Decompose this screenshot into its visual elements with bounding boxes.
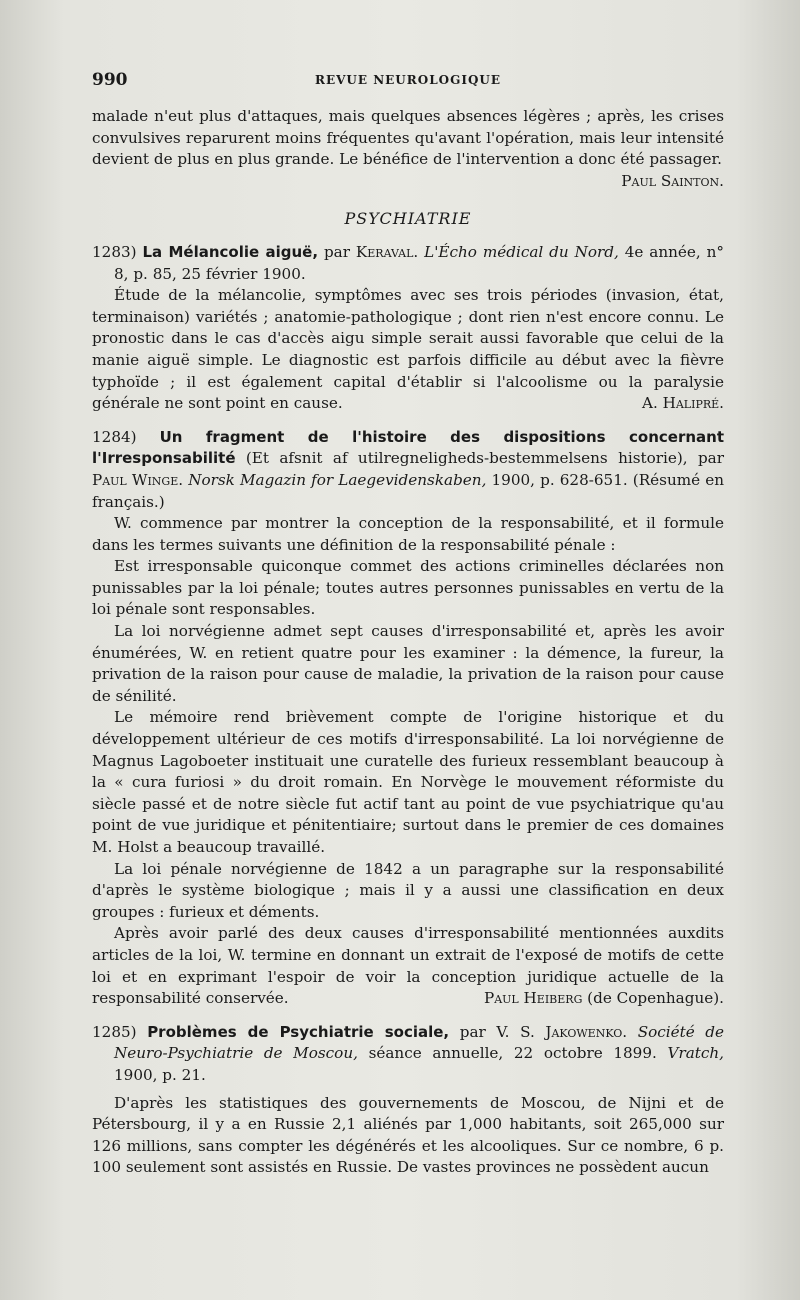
entry-subtitle: (Et afsnit af utilregneligheds-bestemmelsens historie), par bbox=[235, 449, 724, 468]
signature-name: Paul Heiberg bbox=[483, 989, 583, 1008]
entry-1285-citation bbox=[92, 1022, 724, 1087]
entry-journal: Norsk Magazin for Laegevidenskaben, bbox=[183, 470, 487, 489]
entry-number: 1284) bbox=[92, 427, 137, 446]
entry-details: 1900, p. 628-651. (Résumé en français.) bbox=[92, 470, 725, 511]
entry-1284-paragraph: Est irresponsable quiconque commet des actions criminelles déclarées non punissables par la loi pénale; toutes autres personnes punissables en vertu de la loi pénale sont responsables. bbox=[92, 557, 724, 619]
entry-details: séance annuelle, 22 octobre 1899. bbox=[357, 1044, 657, 1063]
page-number: 990 bbox=[92, 70, 128, 90]
entry-signature: A. Halipré. bbox=[641, 394, 724, 413]
entry-1284-paragraph: W. commence par montrer la conception de la responsabilité, et il formule dans les termes suivants une définition de la responsabilité pénale : bbox=[92, 514, 724, 554]
entry-details: 4e année, n° 8, p. 85, 25 février 1900. bbox=[114, 242, 725, 283]
entry-details-2: 1900, p. 21. bbox=[114, 1065, 206, 1084]
entry-by: par V. S. bbox=[449, 1022, 546, 1041]
entry-author: Keraval. bbox=[355, 242, 419, 261]
entry-title: Problèmes de Psychiatrie sociale, bbox=[147, 1022, 450, 1041]
entry-1284-paragraph: La loi pénale norvégienne de 1842 a un paragraphe sur la responsabilité d'après le système biologique ; mais il y a aussi une classification en deux groupes : furieux et déments. bbox=[92, 859, 724, 921]
entry-1284 bbox=[92, 427, 724, 1010]
entry-body-text: Étude de la mélancolie, symptômes avec ses trois périodes (invasion, état, terminaison) variétés ; anatomie-pathologique ; dont rien n'est encore connu. Le pronostic dans le cas d'accès aigu simple serait aussi favorable que celui de la manie aiguë simple. Le diagnostic est parfois difficile au début avec la fièvre typhoïde ; il est également capital d'établir si l'alcoolisme ou la paralysie générale ne sont point en cause. bbox=[92, 286, 724, 413]
entry-1283-citation bbox=[92, 242, 724, 285]
entry-signature bbox=[462, 988, 724, 1010]
entry-1284-paragraph: La loi norvégienne admet sept causes d'irresponsabilité et, après les avoir énumérées, W. en retient quatre pour les examiner : la démence, la fureur, la privation de la raison pour cause de maladie, la privation de la raison pour cause de sénilité. bbox=[92, 622, 724, 705]
entry-1284-paragraph: Le mémoire rend brièvement compte de l'origine historique et du développement ultérieur de ces motifs d'irresponsabilité. La loi norvégienne de Magnus Lagoboeter instituait une curatelle des furieux ressemblant beaucoup à la « cura furiosi » du droit romain. En Norvège le mouvement réformiste du siècle passé et de notre siècle fut actif tant au point de vue psychiatrique qu'au point de vue juridique et pénitentiaire; surtout dans le premier de ces domaines M. Holst a beaucoup travaillé. bbox=[92, 708, 724, 856]
intro-text: malade n'eut plus d'attaques, mais quelques absences légères ; après, les crises convulsives reparurent moins fréquentes qu'avant l'opération, mais leur intensité devient de plus en plus grande. Le bénéfice de l'intervention a donc été passager. bbox=[92, 107, 724, 169]
entry-1284-last-paragraph bbox=[92, 923, 724, 1009]
entry-1285 bbox=[92, 1022, 724, 1179]
entry-1283-body bbox=[92, 285, 724, 415]
intro-signature: Paul Sainton. bbox=[621, 171, 724, 190]
entry-title: La Mélancolie aiguë, bbox=[142, 242, 319, 261]
entry-author: Paul Winge. bbox=[92, 470, 184, 489]
entry-body-text: Après avoir parlé des deux causes d'irresponsabilité mentionnées auxdits articles de la loi, W. termine en donnant un extrait de l'exposé de motifs de cette loi et en exprimant l'espoir de voir la conception juridique actuelle de la responsabilité conservée. bbox=[92, 924, 724, 1008]
intro-paragraph bbox=[92, 106, 724, 192]
running-title: REVUE NEUROLOGIQUE bbox=[314, 73, 502, 87]
entry-title: Un fragment de l'histoire des dispositions concernant l'Irresponsabilité bbox=[92, 427, 724, 468]
page-content bbox=[92, 106, 724, 1179]
entry-by: par bbox=[318, 242, 356, 261]
entry-1284-citation bbox=[92, 427, 724, 513]
entry-number: 1285) bbox=[92, 1022, 137, 1041]
entry-author: Jakowenko. bbox=[545, 1022, 628, 1041]
entry-1285-body: D'après les statistiques des gouvernements de Moscou, de Nijni et de Pétersbourg, il y a en Russie 2,1 aliénés par 1,000 habitants, soit 265,000 sur 126 millions, sans compter les dégénérés et les alcooliques. Sur ce nombre, 6 p. 100 seulement sont assistés en Russie. De vastes provinces ne possèdent aucun bbox=[92, 1093, 724, 1177]
page-header bbox=[92, 70, 724, 94]
entry-journal: Société de Neuro-Psychiatrie de Moscou, bbox=[114, 1022, 724, 1063]
entry-1283 bbox=[92, 242, 724, 415]
signature-place: (de Copenhague). bbox=[582, 989, 724, 1008]
entry-journal-2: Vratch, bbox=[656, 1044, 724, 1063]
section-title: PSYCHIATRIE bbox=[344, 209, 472, 229]
entry-number: 1283) bbox=[92, 242, 137, 261]
entry-journal: L'Écho médical du Nord, bbox=[418, 242, 619, 261]
